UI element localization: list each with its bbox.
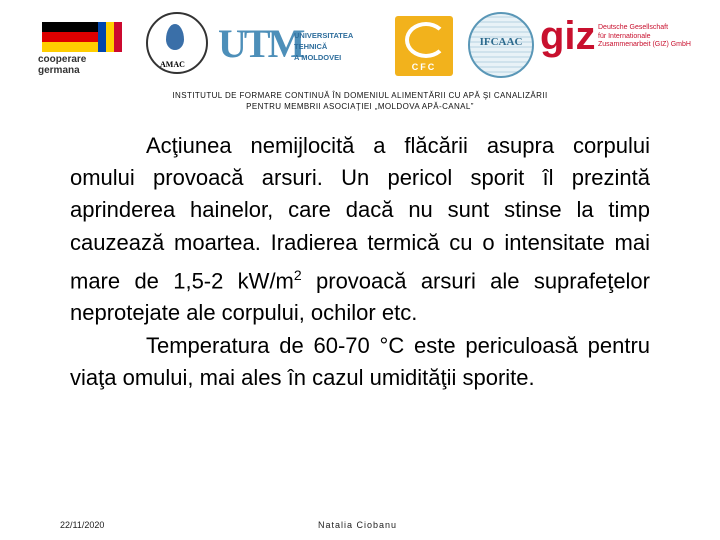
germana-label: germana <box>38 65 80 76</box>
giz-logo <box>540 14 710 68</box>
cooperare-label: cooperare <box>38 54 87 65</box>
utm-logo <box>218 20 388 70</box>
ifcaac-logo <box>468 12 534 78</box>
superscript-2: 2 <box>293 266 302 283</box>
institute-line2: PENTRU MEMBRII ASOCIAŢIEI „MOLDOVA APĂ-CANAL” <box>246 102 474 111</box>
cfc-label: CFC <box>411 62 437 72</box>
footer-author: Natalia Ciobanu <box>318 520 398 530</box>
slide-body <box>70 130 650 394</box>
paragraph1-part-a: Acţiunea nemijlocită a flăcării asupra corpului omului provoacă arsuri. Un pericol sporit îl prezintă aprinderea hainelor, care dacă nu sunt stinse la timp cauzează moartea. Iradierea termică cu o intensitate mai mare de 1,5-2 kW/m <box>70 133 650 294</box>
cfc-swirl-icon <box>405 22 447 58</box>
utm-line1: UNIVERSITATEA TEHNICĂ <box>294 31 354 51</box>
paragraph1-part-b: provoacă arsuri ale suprafeţelor neprotejate ale corpului, ochilor etc. <box>70 268 650 326</box>
footer-date: 22/11/2020 <box>60 520 105 530</box>
paragraph-temperature: Temperatura de 60-70 °C este periculoasă pentru viaţa omului, mai ales în cazul umidităţii sporite. <box>70 332 650 390</box>
utm-mark: UTM <box>218 21 303 66</box>
ifcaac-label: IFCAAC <box>479 36 523 48</box>
giz-line2: für Internationale <box>598 32 651 40</box>
institute-header <box>0 90 720 112</box>
moldova-flag-icon <box>98 22 122 52</box>
giz-mark: giz <box>540 14 596 58</box>
giz-text <box>598 24 691 50</box>
logo-bar <box>0 8 720 86</box>
amac-label: AMAC <box>160 60 185 69</box>
water-drop-icon <box>166 24 184 50</box>
cooperare-germana-logo <box>34 22 126 84</box>
giz-line1: Deutsche Gesellschaft <box>598 24 669 31</box>
utm-line2: A MOLDOVEI <box>294 53 342 62</box>
amac-logo <box>146 12 208 78</box>
institute-line1: INSTITUTUL DE FORMARE CONTINUĂ ÎN DOMENIUL ALIMENTĂRII CU APĂ ŞI CANALIZĂRII <box>172 91 548 100</box>
germany-flag-icon <box>42 22 98 52</box>
giz-line3: Zusammenarbeit (GIZ) GmbH <box>598 41 691 48</box>
paragraph-flame-effects <box>70 130 650 330</box>
cfc-logo <box>395 16 453 76</box>
utm-text <box>294 30 388 63</box>
